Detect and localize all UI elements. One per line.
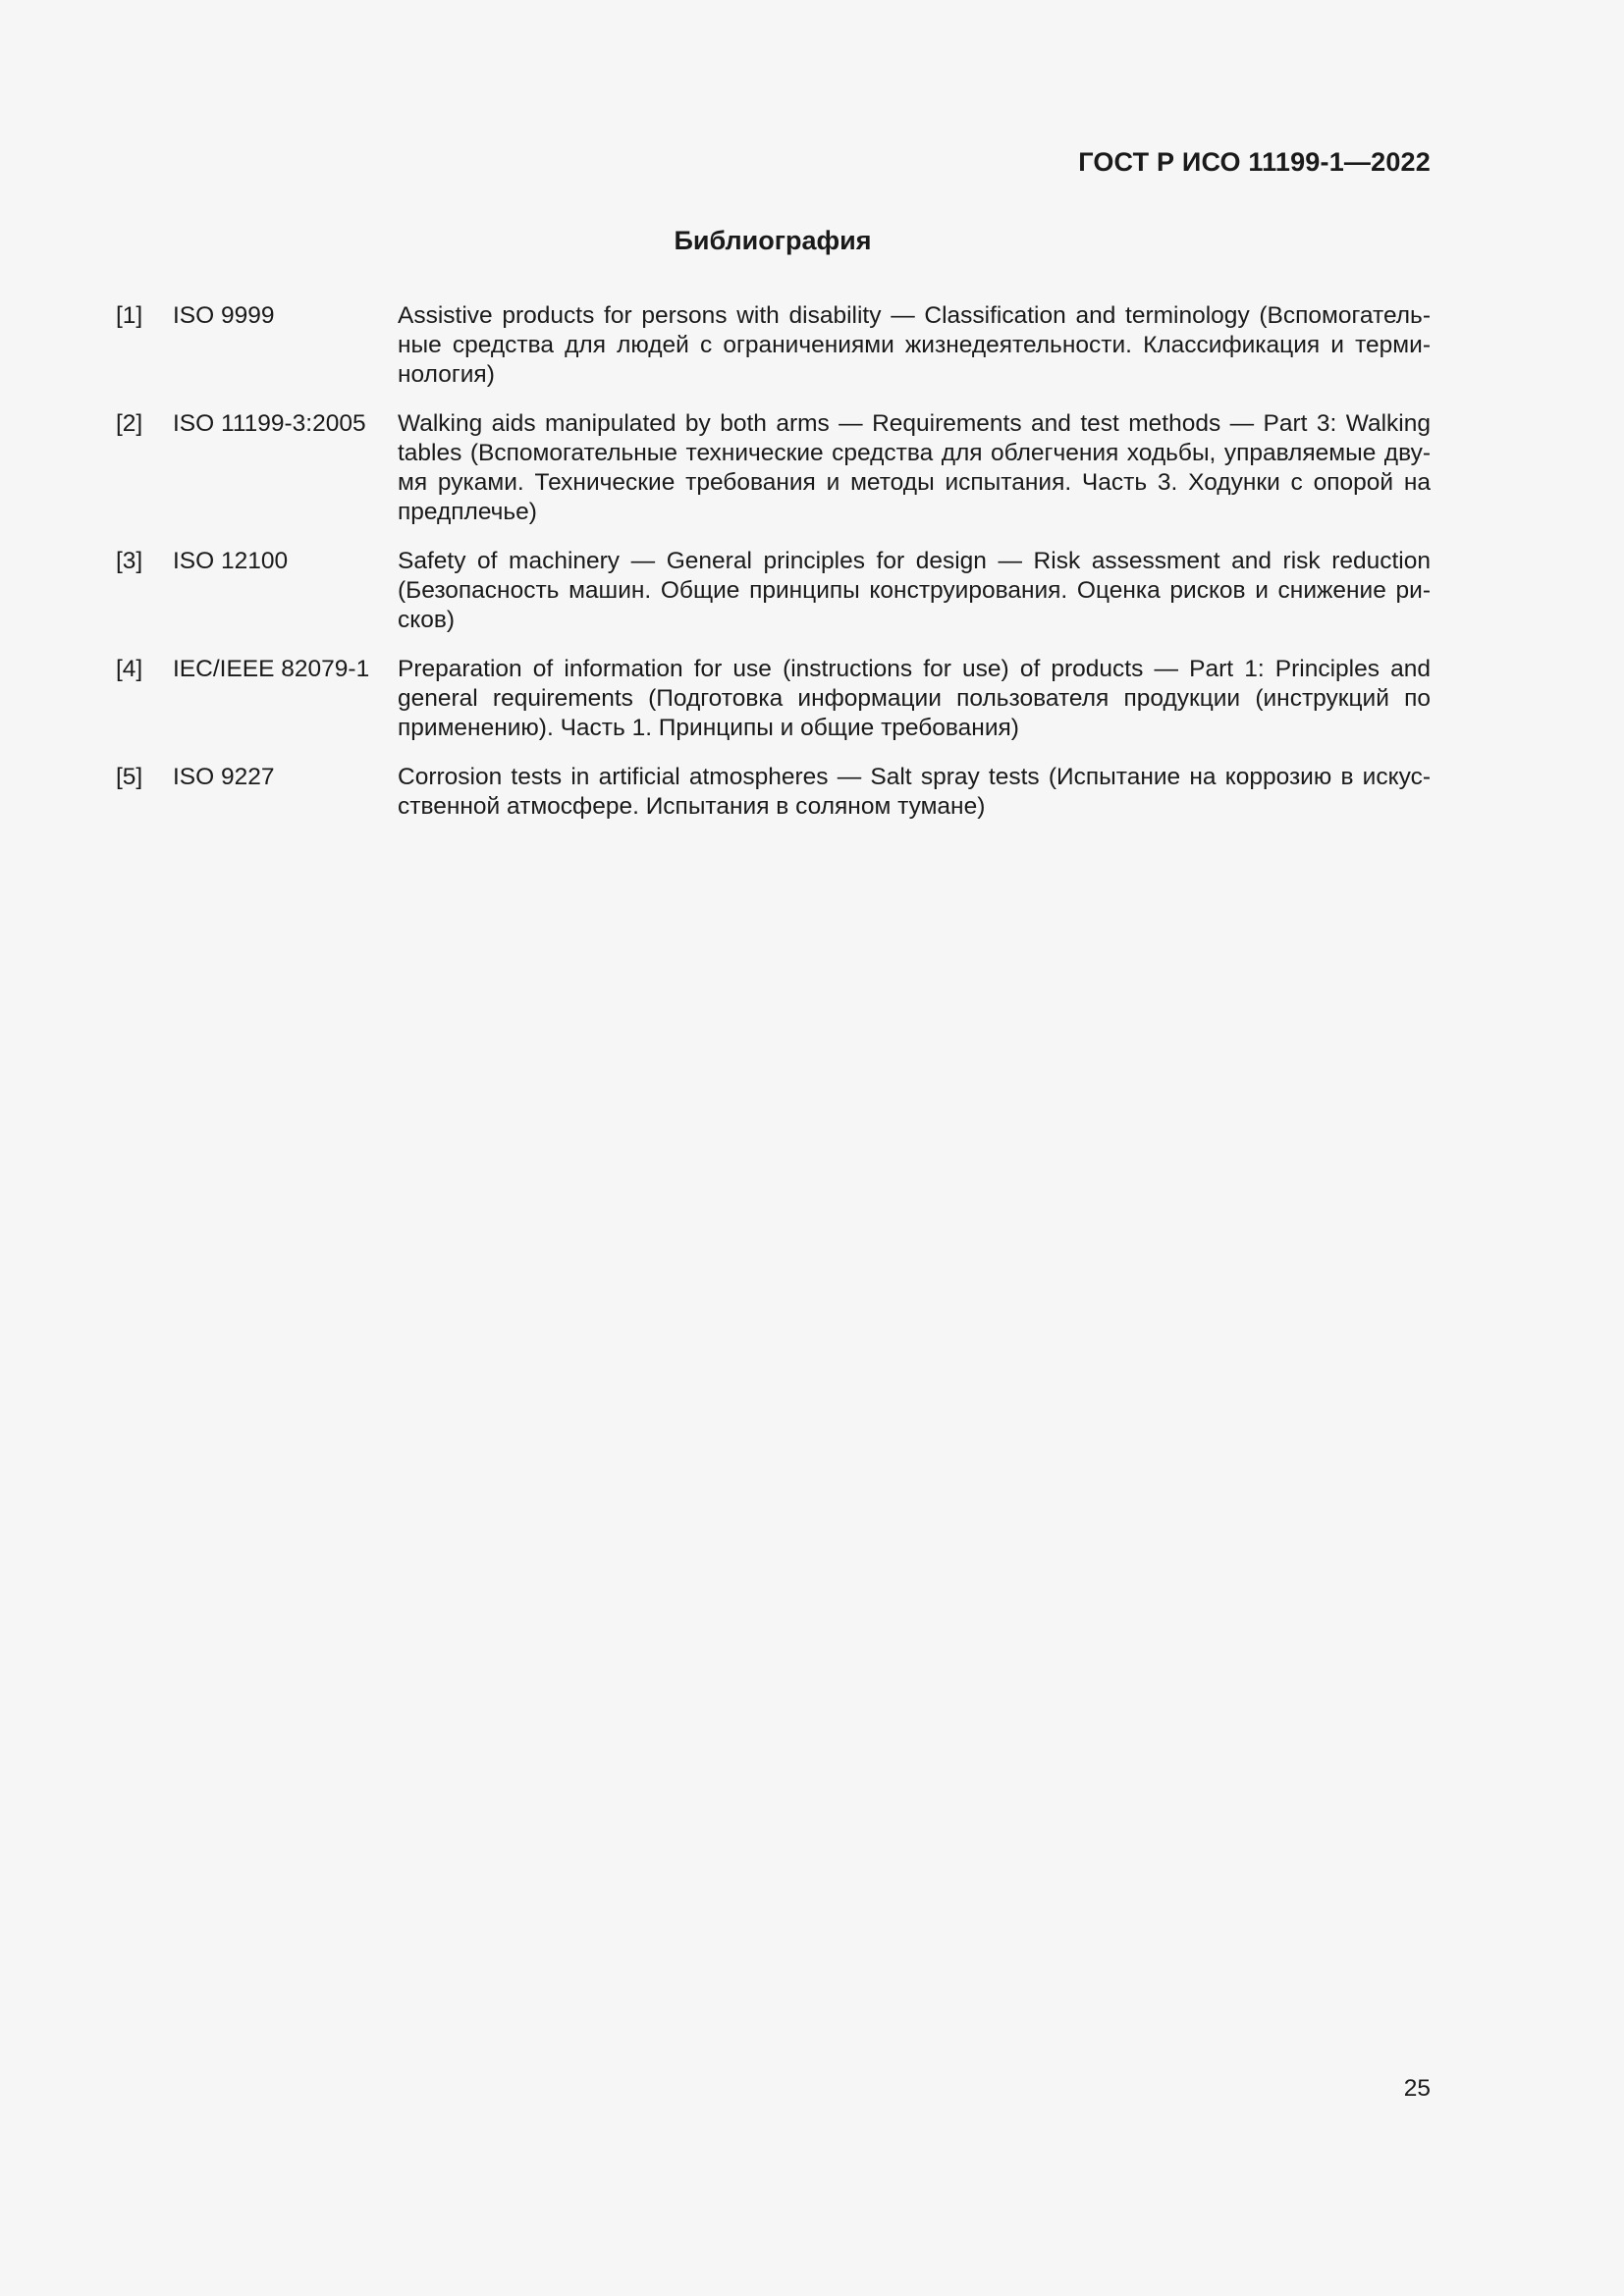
entry-number: [2] <box>116 410 143 437</box>
entry-title: Safety of machinery — General principles for design — Risk assessment and risk reduction (Безопасность машин. Общие принципы конструирования. Оценка рисков и снижение рисков) <box>398 548 1431 633</box>
entry-number: [1] <box>116 302 143 329</box>
page-number: 25 <box>1403 2075 1431 2102</box>
bibliography-list <box>116 301 1431 841</box>
standard-code: ISO 9999 <box>173 302 275 329</box>
section-title: Библиография <box>674 226 872 255</box>
standard-code: ISO 12100 <box>173 548 289 574</box>
standard-code: IEC/IEEE 82079-1 <box>173 656 370 682</box>
standard-code: ISO 11199-3:2005 <box>173 410 366 437</box>
document-id-header: ГОСТ Р ИСО 11199-1—2022 <box>1078 147 1431 177</box>
standard-code: ISO 9227 <box>173 764 275 790</box>
bibliography-entry <box>116 301 1431 390</box>
entry-number: [5] <box>116 764 143 790</box>
entry-number: [3] <box>116 548 143 574</box>
entry-number: [4] <box>116 656 143 682</box>
bibliography-entry <box>116 547 1431 635</box>
entry-title: Assistive products for persons with disability — Classification and terminology (Вспомогательные средства для людей с ограничениями жизнедеятельности. Классификация и терминология) <box>398 302 1431 388</box>
entry-title: Walking aids manipulated by both arms — Requirements and test methods — Part 3: Walking tables (Вспомогательные технические средства для облегчения ходьбы, управляемые двумя руками. Технические требования и методы испытания. Часть 3. Ходунки с опорой на предплечье) <box>398 410 1431 525</box>
bibliography-entry <box>116 655 1431 743</box>
bibliography-entry <box>116 763 1431 822</box>
bibliography-entry <box>116 409 1431 527</box>
entry-title: Corrosion tests in artificial atmospheres — Salt spray tests (Испытание на коррозию в искусственной атмосфере. Испытания в соляном тумане) <box>398 764 1431 820</box>
entry-title: Preparation of information for use (instructions for use) of products — Part 1: Principles and general requirements (Подготовка информации пользователя продукции (инструкций по применению). Часть 1. Принципы и общие требования) <box>398 656 1431 741</box>
